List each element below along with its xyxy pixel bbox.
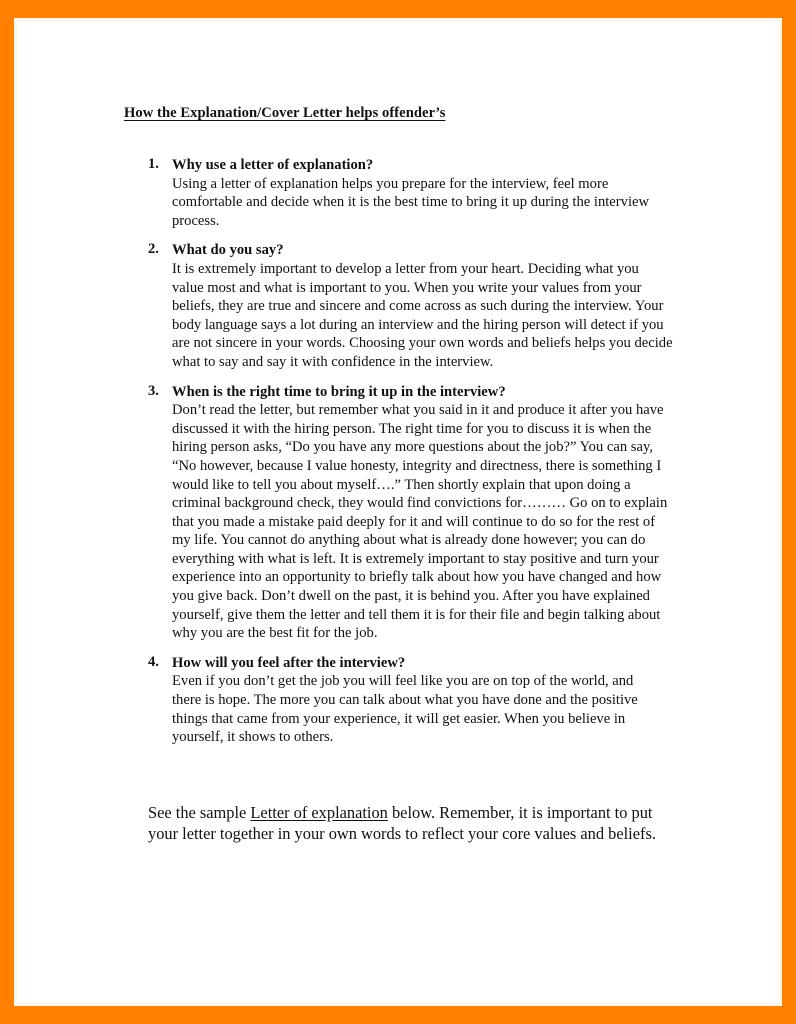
list-item-text: Using a letter of explanation helps you prepare for the interview, feel more comfortable and decide when it is the best time to bring it up during the interview process. <box>172 175 650 229</box>
closing-trailing-text: below. Remember, it is important to put your letter together in your own words to reflect your core values and beliefs. <box>148 803 656 844</box>
list-item-heading: When is the right time to bring it up in the interview? <box>172 383 506 400</box>
list-item <box>148 156 688 230</box>
page-sheet <box>18 22 778 1002</box>
closing-lead-text: See the sample <box>148 803 251 823</box>
list-item <box>148 241 688 371</box>
list-item-heading: Why use a letter of explanation? <box>172 157 374 173</box>
list-item-text: Even if you don’t get the job you will feel like you are on top of the world, and there is hope. The more you can talk about what you have done and the positive things that came from your experience, it will get easier. When you believe in yourself, it shows to others. <box>172 673 638 746</box>
page-title: How the Explanation/Cover Letter helps offender’s <box>124 105 446 121</box>
numbered-section-list <box>148 156 688 747</box>
list-item-number: 3. <box>148 382 159 399</box>
document-body <box>18 22 778 1002</box>
list-item-text: Don’t read the letter, but remember what you said in it and produce it after you have discussed it with the hiring person. The right time for you to discuss it is when the hiring person asks, “Do you have any more questions about the job?” You can say, “No however, because I value honesty, integrity and directness, there is something I would like to tell you about myself….” Then shortly explain that upon doing a criminal background check, they would find convictions for……… Go on to explain that you made a mistake paid deeply for it and will continue to do so for the rest of my life. You cannot do anything about what is already done however; you can do everything with what is left. It is extremely important to stay positive and turn your experience into an opportunity to briefly talk about how you have changed and how you give back. Don’t dwell on the past, it is behind you. After you have explained yourself, give them the letter and tell them it is for their file and begin talking about why you are the best fit for the job. <box>172 402 668 642</box>
list-item-heading: How will you feel after the interview? <box>172 654 406 671</box>
list-item <box>148 654 688 747</box>
frame-inner-border <box>14 18 782 1006</box>
list-item-number: 2. <box>148 241 159 258</box>
list-item-number: 4. <box>148 653 159 670</box>
list-item <box>148 383 688 643</box>
list-item-number: 1. <box>148 156 159 172</box>
list-item-heading: What do you say? <box>172 242 284 259</box>
list-item-text: It is extremely important to develop a letter from your heart. Deciding what you value most and what is important to you. When you write your values from your beliefs, they are true and sincere and come across as such during the interview. Your body language says a lot during an interview and the hiring person will detect if you are not sincere in your words. Choosing your own words and beliefs helps you decide what to say and say it with confidence in the interview. <box>172 260 673 370</box>
closing-underlined-phrase: Letter of explanation <box>250 803 388 823</box>
closing-paragraph <box>148 803 675 845</box>
